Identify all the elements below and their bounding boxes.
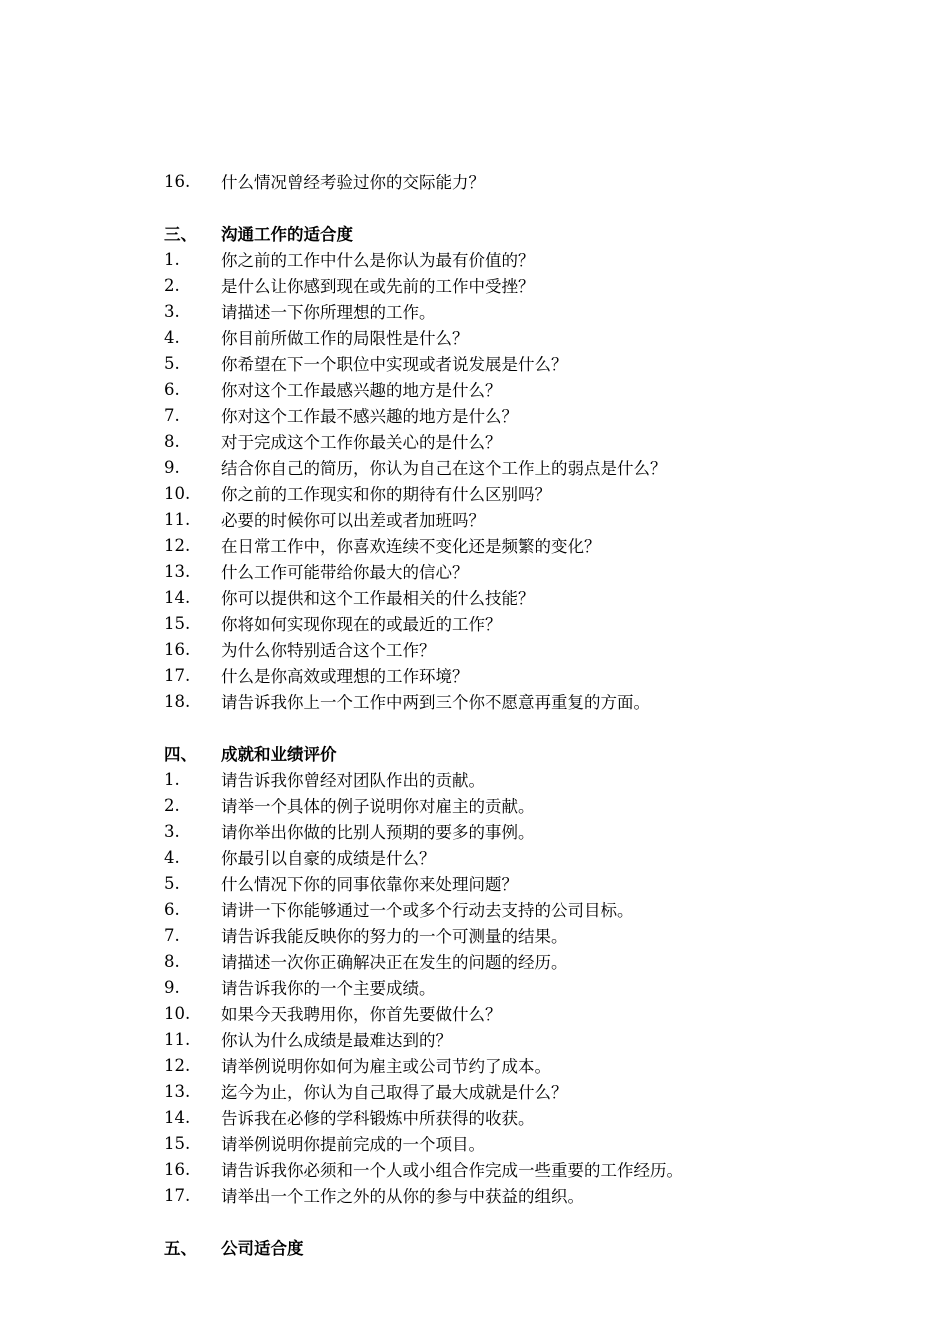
question-text: 如果今天我聘用你，你首先要做什么？ <box>221 1005 502 1024</box>
question-text: 请告诉我你曾经对团队作出的贡献。 <box>221 771 485 790</box>
question-number: 5. <box>164 353 180 373</box>
question-text: 告诉我在必修的学科锻炼中所获得的收获。 <box>221 1109 535 1128</box>
question-item <box>164 948 904 974</box>
question-item <box>164 974 904 1000</box>
question-text: 请你举出你做的比别人预期的要多的事例。 <box>221 823 535 842</box>
question-item <box>164 688 904 714</box>
question-number: 15. <box>164 1133 191 1153</box>
question-item <box>164 246 904 272</box>
question-text: 你之前的工作中什么是你认为最有价值的？ <box>221 251 535 270</box>
question-item <box>164 870 904 896</box>
question-item <box>164 1156 904 1182</box>
question-number: 16. <box>164 1159 191 1179</box>
question-text: 什么情况下你的同事依靠你来处理问题？ <box>221 875 518 894</box>
section-heading <box>164 1234 904 1260</box>
question-item <box>164 610 904 636</box>
question-number: 4. <box>164 327 180 347</box>
question-item <box>164 272 904 298</box>
section-title: 成就和业绩评价 <box>221 745 337 764</box>
question-item <box>164 1052 904 1078</box>
question-text: 你可以提供和这个工作最相关的什么技能？ <box>221 589 535 608</box>
section-spacer <box>164 1208 904 1234</box>
question-item <box>164 428 904 454</box>
question-item <box>164 922 904 948</box>
question-number: 2. <box>164 795 180 815</box>
question-number: 7. <box>164 925 180 945</box>
question-number: 6. <box>164 379 180 399</box>
question-text: 请告诉我能反映你的努力的一个可测量的结果。 <box>221 927 568 946</box>
question-text: 你希望在下一个职位中实现或者说发展是什么？ <box>221 355 568 374</box>
question-text: 请描述一次你正确解决正在发生的问题的经历。 <box>221 953 568 972</box>
question-item <box>164 350 904 376</box>
section-number: 三、 <box>164 225 197 244</box>
question-text: 请举出一个工作之外的从你的参与中获益的组织。 <box>221 1187 584 1206</box>
question-number: 4. <box>164 847 180 867</box>
question-item <box>164 532 904 558</box>
question-item <box>164 818 904 844</box>
question-number: 16. <box>164 639 191 659</box>
question-item <box>164 480 904 506</box>
question-text: 你认为什么成绩是最难达到的？ <box>221 1031 452 1050</box>
question-item <box>164 766 904 792</box>
section-heading <box>164 740 904 766</box>
question-item <box>164 662 904 688</box>
question-text: 你对这个工作最不感兴趣的地方是什么？ <box>221 407 518 426</box>
question-item <box>164 558 904 584</box>
question-item <box>164 1026 904 1052</box>
question-item <box>164 792 904 818</box>
question-item <box>164 376 904 402</box>
question-text: 对于完成这个工作你最关心的是什么？ <box>221 433 502 452</box>
question-item <box>164 168 904 194</box>
question-text: 什么是你高效或理想的工作环境？ <box>221 667 469 686</box>
question-number: 1. <box>164 249 180 269</box>
question-item <box>164 636 904 662</box>
question-text: 你对这个工作最感兴趣的地方是什么？ <box>221 381 502 400</box>
question-number: 15. <box>164 613 191 633</box>
question-text: 在日常工作中，你喜欢连续不变化还是频繁的变化？ <box>221 537 601 556</box>
question-number: 3. <box>164 821 180 841</box>
section-number: 四、 <box>164 745 197 764</box>
question-number: 9. <box>164 977 180 997</box>
question-number: 13. <box>164 1081 191 1101</box>
question-item <box>164 506 904 532</box>
section-heading <box>164 220 904 246</box>
question-number: 6. <box>164 899 180 919</box>
question-text: 你目前所做工作的局限性是什么？ <box>221 329 469 348</box>
question-number: 18. <box>164 691 191 711</box>
question-number: 8. <box>164 951 180 971</box>
question-text: 请讲一下你能够通过一个或多个行动去支持的公司目标。 <box>221 901 634 920</box>
question-number: 1. <box>164 769 180 789</box>
question-number: 10. <box>164 1003 191 1023</box>
question-number: 12. <box>164 1055 191 1075</box>
question-item <box>164 1000 904 1026</box>
question-text: 是什么让你感到现在或先前的工作中受挫？ <box>221 277 535 296</box>
question-text: 请告诉我你必须和一个人或小组合作完成一些重要的工作经历。 <box>221 1161 683 1180</box>
question-number: 5. <box>164 873 180 893</box>
question-number: 8. <box>164 431 180 451</box>
question-number: 14. <box>164 587 191 607</box>
question-item <box>164 1078 904 1104</box>
question-number: 13. <box>164 561 191 581</box>
question-item <box>164 1130 904 1156</box>
question-item <box>164 454 904 480</box>
question-item <box>164 896 904 922</box>
section-spacer <box>164 194 904 220</box>
question-number: 10. <box>164 483 191 503</box>
question-item <box>164 584 904 610</box>
question-text: 什么工作可能带给你最大的信心？ <box>221 563 469 582</box>
question-text: 请描述一下你所理想的工作。 <box>221 303 436 322</box>
question-item <box>164 844 904 870</box>
question-text: 你之前的工作现实和你的期待有什么区别吗？ <box>221 485 551 504</box>
question-item <box>164 298 904 324</box>
question-number: 17. <box>164 665 191 685</box>
section-title: 沟通工作的适合度 <box>221 225 353 244</box>
question-text: 请告诉我你上一个工作中两到三个你不愿意再重复的方面。 <box>221 693 650 712</box>
question-number: 9. <box>164 457 180 477</box>
question-text: 为什么你特别适合这个工作？ <box>221 641 436 660</box>
question-text: 迄今为止，你认为自己取得了最大成就是什么？ <box>221 1083 568 1102</box>
question-text: 请举一个具体的例子说明你对雇主的贡献。 <box>221 797 535 816</box>
question-number: 11. <box>164 509 191 529</box>
question-text: 必要的时候你可以出差或者加班吗？ <box>221 511 485 530</box>
question-text: 请告诉我你的一个主要成绩。 <box>221 979 436 998</box>
question-text: 什么情况曾经考验过你的交际能力？ <box>221 173 485 192</box>
question-number: 16. <box>164 171 191 191</box>
question-number: 11. <box>164 1029 191 1049</box>
question-text: 请举例说明你如何为雇主或公司节约了成本。 <box>221 1057 551 1076</box>
question-item <box>164 1104 904 1130</box>
section-title: 公司适合度 <box>221 1239 304 1258</box>
question-text: 结合你自己的简历，你认为自己在这个工作上的弱点是什么？ <box>221 459 667 478</box>
question-number: 14. <box>164 1107 191 1127</box>
question-number: 2. <box>164 275 180 295</box>
question-number: 7. <box>164 405 180 425</box>
question-text: 你将如何实现你现在的或最近的工作？ <box>221 615 502 634</box>
question-item <box>164 324 904 350</box>
question-item <box>164 402 904 428</box>
question-item <box>164 1182 904 1208</box>
question-number: 12. <box>164 535 191 555</box>
question-list <box>164 168 904 1260</box>
question-text: 你最引以自豪的成绩是什么？ <box>221 849 436 868</box>
section-spacer <box>164 714 904 740</box>
section-number: 五、 <box>164 1239 197 1258</box>
question-number: 17. <box>164 1185 191 1205</box>
question-number: 3. <box>164 301 180 321</box>
question-text: 请举例说明你提前完成的一个项目。 <box>221 1135 485 1154</box>
